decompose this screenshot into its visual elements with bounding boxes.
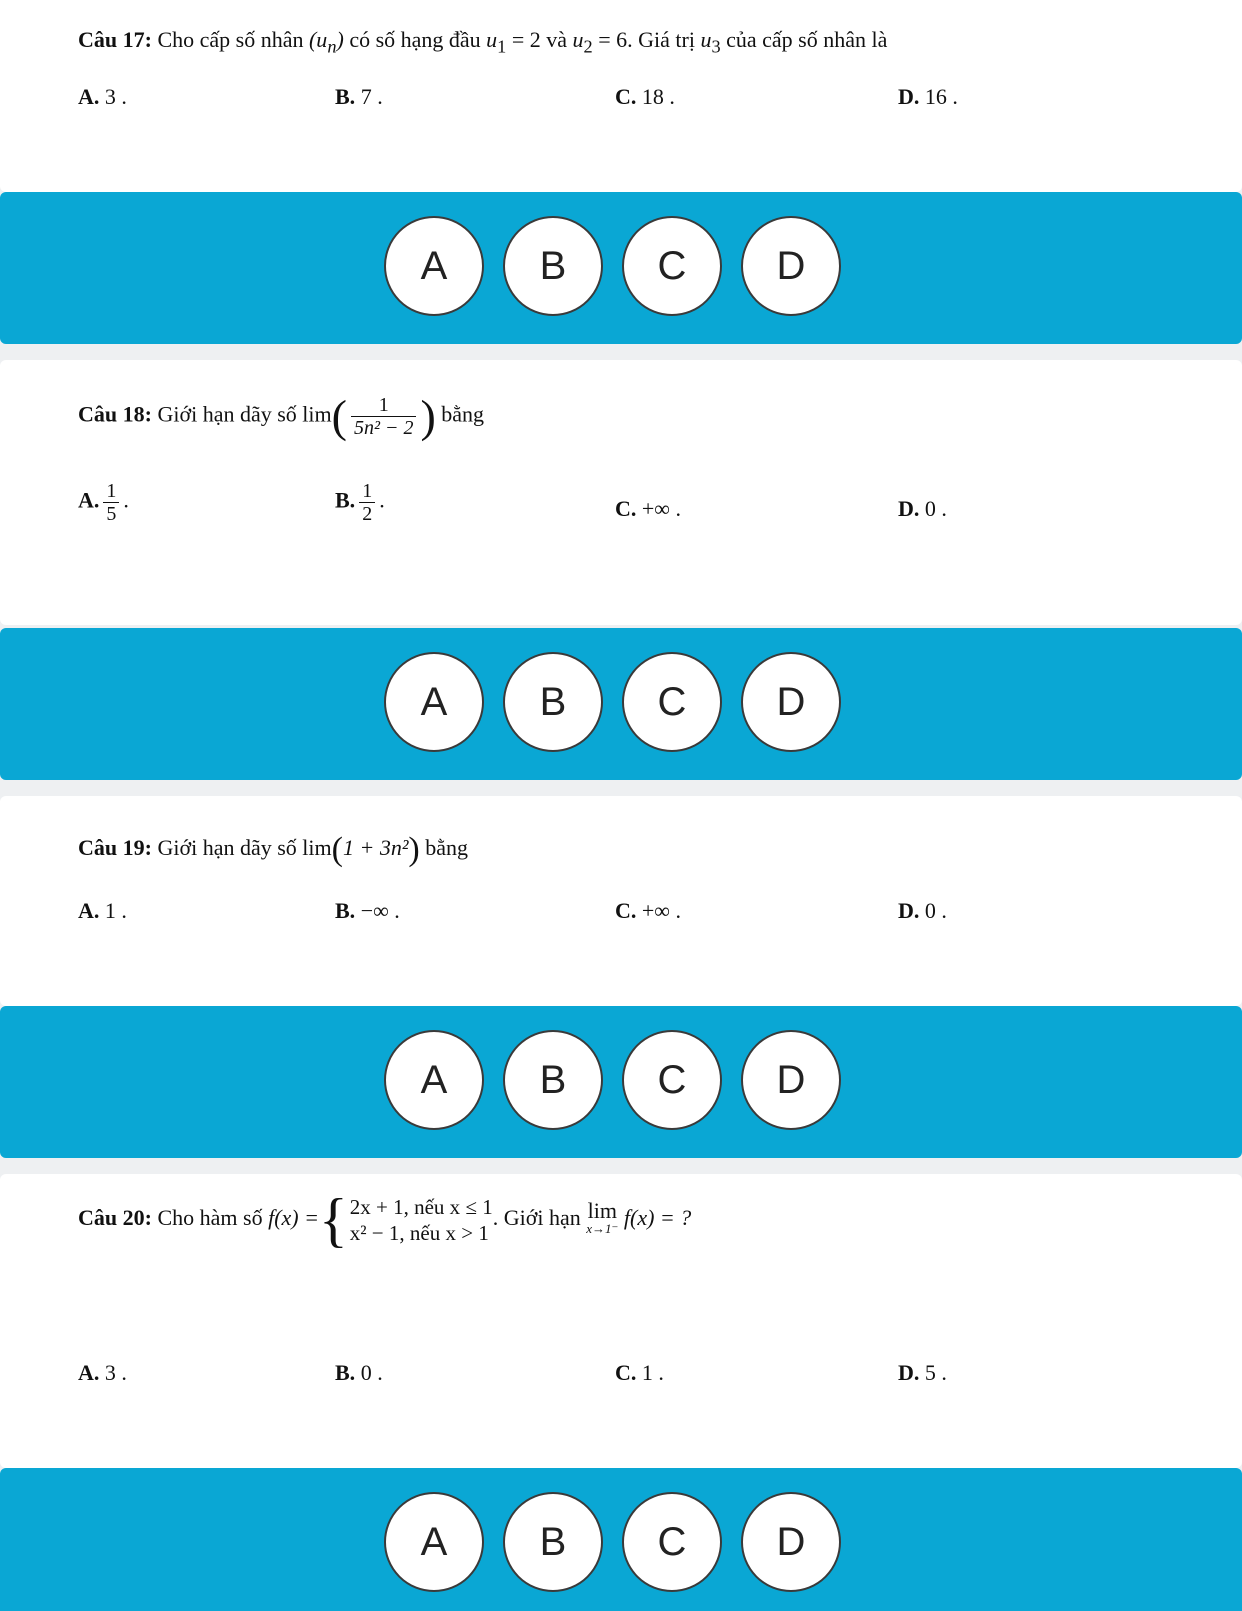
limit-operator: lim x→1⁻ xyxy=(586,1198,619,1236)
answer-d-button[interactable]: D xyxy=(741,216,841,316)
answer-a-button[interactable]: A xyxy=(384,652,484,752)
question-label: Câu 18: xyxy=(78,401,152,427)
function-symbol: f(x) = xyxy=(268,1205,319,1231)
question-text xyxy=(78,390,485,442)
sequence-symbol: $(u_n)$ xyxy=(308,27,344,57)
option-d: D. 0 . xyxy=(898,496,947,521)
question-stem: Giới hạn dãy số xyxy=(157,835,297,861)
question-stem: Cho cấp số nhân xyxy=(157,27,304,52)
option-d: D. 5 . xyxy=(898,1360,947,1385)
answer-bar-20 xyxy=(0,1468,1242,1611)
question-label: Câu 17: xyxy=(78,27,152,52)
question-stem: Cho hàm số xyxy=(157,1205,263,1231)
question-stem: Giới hạn dãy số xyxy=(157,401,297,427)
answer-d-button[interactable]: D xyxy=(741,1030,841,1130)
lim-symbol: lim xyxy=(302,401,332,427)
option-c: C. 1 . xyxy=(615,1360,664,1385)
option-c: C. +∞ . xyxy=(615,898,681,923)
option-d: D. 0 . xyxy=(898,898,947,923)
question-card-17 xyxy=(0,0,1242,192)
option-a: A. $\frac{1}{5}$ . xyxy=(78,480,129,525)
option-b: B. 7 . xyxy=(335,84,383,109)
option-b: B. −∞ . xyxy=(335,898,400,923)
answer-d-button[interactable]: D xyxy=(741,1492,841,1592)
answer-a-button[interactable]: A xyxy=(384,216,484,316)
case-1: 2x + 1, nếu x ≤ 1 xyxy=(349,1195,493,1219)
question-stem-3: và xyxy=(546,27,568,52)
answer-c-button[interactable]: C xyxy=(622,1492,722,1592)
option-a: A. 1 . xyxy=(78,898,127,923)
answer-b-button[interactable]: B xyxy=(503,216,603,316)
limit-target: f(x) = ? xyxy=(623,1205,692,1231)
question-stem-2: có số hạng đầu xyxy=(349,27,481,52)
brace: { xyxy=(318,1187,348,1253)
lim-symbol: lim xyxy=(302,835,332,861)
question-label: Câu 19: xyxy=(78,835,152,861)
answer-b-button[interactable]: B xyxy=(503,1492,603,1592)
u2-expr: $u_2 = 6$ xyxy=(572,27,628,57)
option-b: B. 0 . xyxy=(335,1360,383,1385)
u1-expr: $u_1 = 2$ xyxy=(486,27,541,57)
answer-d-button[interactable]: D xyxy=(741,652,841,752)
question-stem-2: . Giới hạn xyxy=(492,1205,581,1231)
answer-b-button[interactable]: B xyxy=(503,1030,603,1130)
paren-open: ( xyxy=(331,831,343,868)
question-card-19 xyxy=(0,796,1242,1006)
option-a: A. 3 . xyxy=(78,1360,127,1385)
option-b-fraction: $\frac{1}{2}$ xyxy=(359,480,375,525)
answer-bar-19 xyxy=(0,1006,1242,1158)
question-stem-2: bằng xyxy=(441,401,485,427)
question-text xyxy=(78,26,887,60)
answer-c-button[interactable]: C xyxy=(622,216,722,316)
limit-fraction: $\frac{1}{\text{5n² − 2}}$ xyxy=(351,394,417,439)
question-card-20 xyxy=(0,1174,1242,1468)
answer-a-button[interactable]: A xyxy=(384,1030,484,1130)
option-d: D. 16 . xyxy=(898,84,958,109)
answer-c-button[interactable]: C xyxy=(622,1030,722,1130)
option-c: C. 18 . xyxy=(615,84,675,109)
paren-close: ) xyxy=(408,831,420,868)
option-b: B. $\frac{1}{2}$ . xyxy=(335,480,385,525)
paren-open: ( xyxy=(331,390,347,442)
question-stem-5: của cấp số nhân là xyxy=(726,27,888,52)
question-card-18 xyxy=(0,360,1242,625)
answer-bar-18 xyxy=(0,628,1242,780)
question-label: Câu 20: xyxy=(78,1205,152,1231)
limit-expression: 1 + 3n² xyxy=(342,835,409,861)
answer-b-button[interactable]: B xyxy=(503,652,603,752)
option-c: C. +∞ . xyxy=(615,496,681,521)
question-text xyxy=(78,1187,692,1253)
answer-c-button[interactable]: C xyxy=(622,652,722,752)
option-a-fraction: $\frac{1}{5}$ xyxy=(103,480,119,525)
answer-a-button[interactable]: A xyxy=(384,1492,484,1592)
case-2: x² − 1, nếu x > 1 xyxy=(349,1221,489,1245)
question-stem-2: bằng xyxy=(425,835,469,861)
paren-close: ) xyxy=(420,390,436,442)
question-stem-4: . Giá trị xyxy=(627,27,695,52)
piecewise-cases xyxy=(350,1194,493,1246)
answer-bar-17 xyxy=(0,192,1242,344)
option-a: A. 3 . xyxy=(78,84,127,109)
u3-expr: $u_3$ xyxy=(700,27,721,57)
question-text xyxy=(78,830,468,870)
